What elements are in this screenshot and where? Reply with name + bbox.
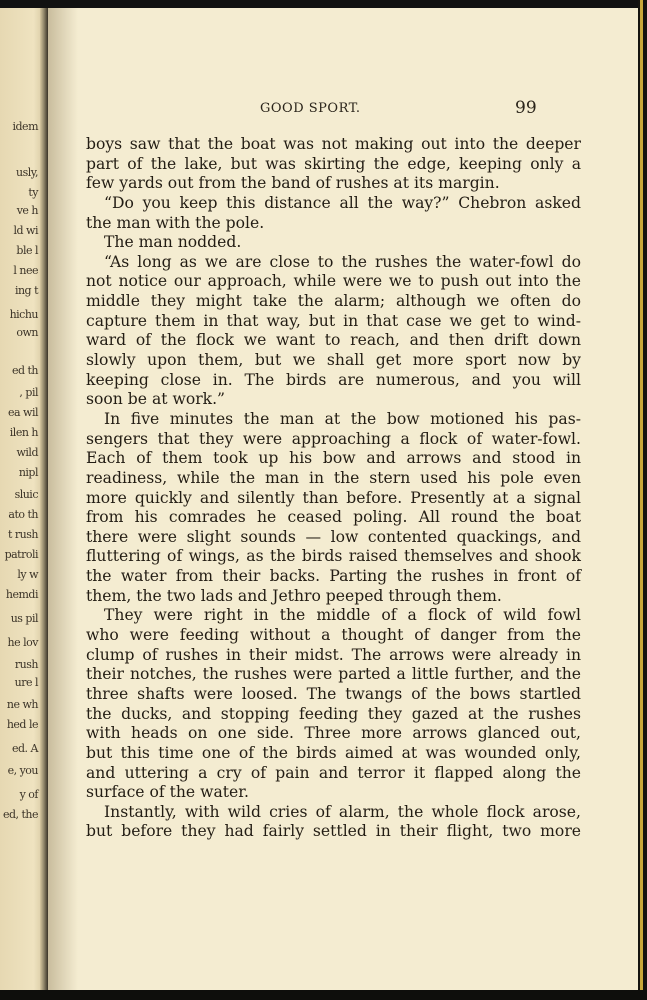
adjacent-page-fragment: own [16, 326, 38, 339]
text-line: not notice our approach, while were we to push out into the [86, 272, 581, 291]
scan-border-top [0, 0, 647, 8]
adjacent-page-fragment: t rush [8, 528, 38, 541]
scan-border-right [638, 0, 647, 1000]
adjacent-page-fragment: ed th [11, 364, 38, 377]
adjacent-page-fragment: ne wh [6, 698, 38, 711]
adjacent-page-fragment: ly w [17, 568, 38, 581]
adjacent-page-fragment: ato th [8, 508, 38, 521]
text-line: and uttering a cry of pain and terror it flapped along the [86, 763, 581, 782]
page-number: 99 [515, 98, 537, 118]
adjacent-page-fragment: l nee [13, 264, 38, 277]
adjacent-page-fragment: us pil [10, 612, 38, 625]
text-line: them, the two lads and Jethro peeped through them. [86, 586, 502, 605]
adjacent-page-fragment: hemdi [5, 588, 38, 601]
adjacent-page-fragment: ea wil [7, 406, 38, 419]
adjacent-page-fragment: e, you [7, 764, 38, 777]
adjacent-page-fragment: rush [14, 658, 38, 671]
adjacent-page-fragment: , pil [19, 386, 38, 399]
adjacent-page-fragment: ure l [14, 676, 38, 689]
adjacent-page-fragment: hichu [9, 308, 38, 321]
text-line: Each of them took up his bow and arrows and stood in [86, 449, 581, 468]
adjacent-page-fragment: ilen h [9, 426, 38, 439]
text-line: the ducks, and stopping feeding they gazed at the rushes [86, 704, 581, 723]
page-header [48, 98, 638, 123]
text-line: capture them in that way, but in that case we get to wind- [86, 311, 581, 330]
text-line: clump of rushes in their midst. The arrows were already in [86, 645, 581, 664]
text-line: slowly upon them, but we shall get more sport now by [86, 351, 581, 370]
text-line: soon be at work.” [86, 390, 226, 409]
text-line: keeping close in. The birds are numerous, and you will [86, 370, 581, 389]
text-line: their notches, the rushes were parted a little further, and the [86, 665, 581, 684]
text-line: there were slight sounds — low contented quackings, and [86, 527, 581, 546]
adjacent-page-fragment: he lov [7, 636, 38, 649]
adjacent-page-fragment: ld wi [13, 224, 38, 237]
running-title: GOOD SPORT. [260, 101, 361, 116]
adjacent-page-fragment: ve h [16, 204, 38, 217]
adjacent-page-fragment: wild [16, 446, 38, 459]
adjacent-page-fragment: y of [19, 788, 38, 801]
text-line: few yards out from the band of rushes at its margin. [86, 174, 500, 193]
text-line: more quickly and silently than before. Presently at a signal [86, 488, 581, 507]
text-line: Instantly, with wild cries of alarm, the whole flock arose, [104, 802, 581, 821]
text-line: but this time one of the birds aimed at was wounded only, [86, 743, 581, 762]
text-line: who were feeding without a thought of danger from the [86, 626, 581, 645]
text-line: “As long as we are close to the rushes the water-fowl do [104, 252, 581, 271]
text-line: surface of the water. [86, 783, 249, 802]
text-line: but before they had fairly settled in their flight, two more [86, 822, 581, 841]
adjacent-page-fragment: ed. A [12, 742, 38, 755]
adjacent-page-fragment: ty [28, 186, 38, 199]
adjacent-page-fragment: patroli [4, 548, 38, 561]
adjacent-page-fragment: ble l [16, 244, 38, 257]
text-line: fluttering of wings, as the birds raised themselves and shook [86, 547, 581, 566]
text-line: from his comrades he ceased poling. All round the boat [86, 508, 581, 527]
text-line: sengers that they were approaching a flock of water-fowl. [86, 429, 581, 448]
adjacent-page-fragment: ing t [14, 284, 38, 297]
book-gutter [40, 8, 48, 990]
text-line: In five minutes the man at the bow motioned his pas- [104, 409, 581, 428]
text-line: part of the lake, but was skirting the edge, keeping only a [86, 154, 581, 173]
text-line: the water from their backs. Parting the rushes in front of [86, 567, 581, 586]
adjacent-page-fragment: idem [12, 120, 38, 133]
text-line: ward of the flock we want to reach, and then drift down [86, 331, 581, 350]
text-line: with heads on one side. Three more arrows glanced out, [86, 724, 581, 743]
body-text [86, 135, 581, 842]
adjacent-page-fragment: nipl [18, 466, 38, 479]
adjacent-page-margin [0, 8, 48, 990]
text-line: boys saw that the boat was not making out into the deeper [86, 135, 581, 153]
text-line: readiness, while the man in the stern used his pole even [86, 468, 581, 487]
adjacent-page-fragment: usly, [16, 166, 38, 179]
text-line: The man nodded. [104, 233, 242, 252]
book-page [48, 8, 638, 990]
text-line: middle they might take the alarm; although we often do [86, 292, 581, 311]
adjacent-page-fragment: sluic [14, 488, 38, 501]
text-line: three shafts were loosed. The twangs of the bows startled [86, 684, 581, 703]
adjacent-page-fragment: hed le [6, 718, 38, 731]
adjacent-page-fragment: ed, the [2, 808, 38, 821]
text-line: They were right in the middle of a flock of wild fowl [104, 606, 581, 625]
scan-border-bottom [0, 990, 647, 1000]
text-line: the man with the pole. [86, 213, 265, 232]
text-line: “Do you keep this distance all the way?” Chebron asked [104, 193, 581, 212]
